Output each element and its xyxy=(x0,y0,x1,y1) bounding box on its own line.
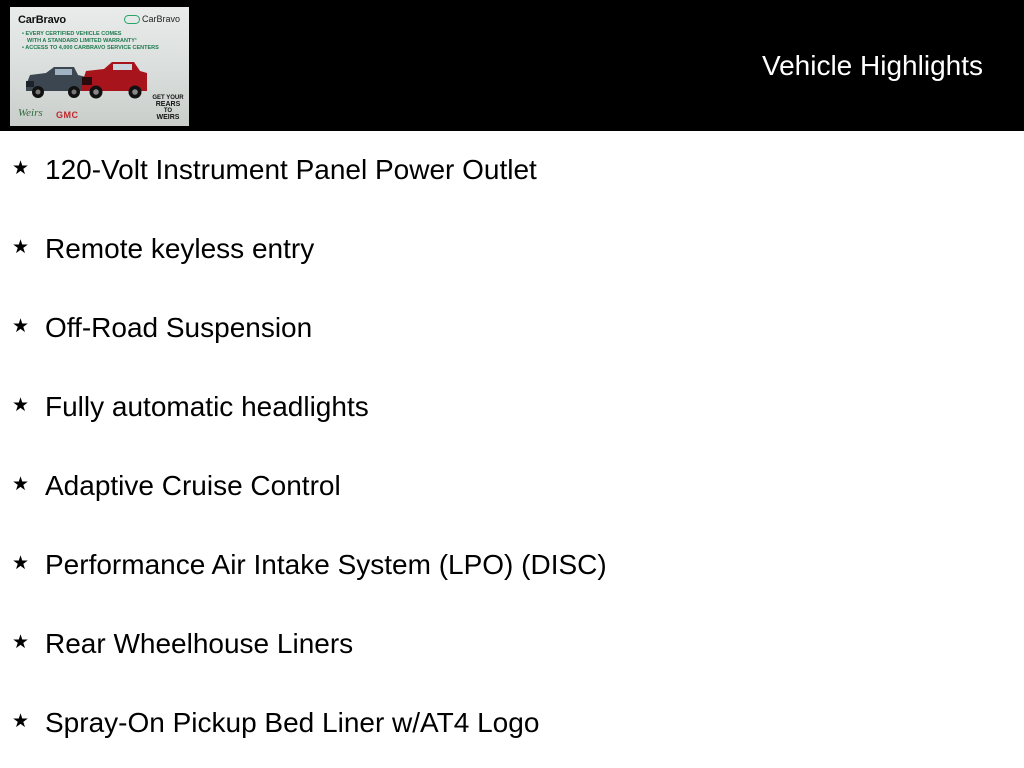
logo-brand-secondary xyxy=(124,14,180,24)
make-logo: GMC xyxy=(56,110,79,120)
star-icon: ★ xyxy=(12,157,30,179)
logo-brand: CarBravo xyxy=(18,14,66,26)
highlight-text: Remote keyless entry xyxy=(45,233,315,264)
logo-line: WITH A STANDARD LIMITED WARRANTY¹ xyxy=(27,38,137,44)
stamp-line: WEIRS xyxy=(156,113,180,121)
dealer-logo xyxy=(10,7,189,126)
trucks-image xyxy=(24,59,148,103)
dealer-name: Weirs xyxy=(18,107,43,119)
list-item xyxy=(0,605,1024,684)
star-icon: ★ xyxy=(12,473,30,495)
gray-truck-icon xyxy=(26,67,86,98)
highlight-text: Spray-On Pickup Bed Liner w/AT4 Logo xyxy=(45,707,540,738)
red-truck-icon xyxy=(82,62,147,99)
star-icon: ★ xyxy=(12,631,30,653)
star-icon: ★ xyxy=(12,236,30,258)
logo-line: • ACCESS TO 4,000 CARBRAVO SERVICE CENTERS xyxy=(22,45,159,51)
list-item xyxy=(0,526,1024,605)
carbravo-logo-icon xyxy=(124,15,140,24)
list-item xyxy=(0,684,1024,763)
highlight-text: Off-Road Suspension xyxy=(45,312,313,343)
highlight-text: Rear Wheelhouse Liners xyxy=(45,628,354,659)
list-item xyxy=(0,447,1024,526)
highlight-text: 120-Volt Instrument Panel Power Outlet xyxy=(45,154,537,185)
star-icon: ★ xyxy=(12,315,30,337)
list-item xyxy=(0,289,1024,368)
logo-stamp xyxy=(152,95,184,121)
stamp-line: REARS xyxy=(155,100,181,108)
highlight-text: Performance Air Intake System (LPO) (DISC) xyxy=(45,549,607,580)
stamp-line: GET YOUR xyxy=(152,95,184,101)
page-title: Vehicle Highlights xyxy=(761,50,983,81)
stamp-line: TO xyxy=(163,108,173,114)
logo-warranty-text xyxy=(22,31,182,52)
star-icon: ★ xyxy=(12,394,30,416)
highlight-text: Adaptive Cruise Control xyxy=(45,470,341,501)
list-item xyxy=(0,131,1024,210)
list-item xyxy=(0,368,1024,447)
star-icon: ★ xyxy=(12,710,30,732)
logo-line: • EVERY CERTIFIED VEHICLE COMES xyxy=(22,31,122,37)
logo-brand-secondary-text: CarBravo xyxy=(142,14,181,24)
highlights-list xyxy=(0,131,1024,763)
highlight-text: Fully automatic headlights xyxy=(45,391,369,422)
list-item xyxy=(0,210,1024,289)
header-bar xyxy=(0,0,1024,131)
star-icon: ★ xyxy=(12,552,30,574)
